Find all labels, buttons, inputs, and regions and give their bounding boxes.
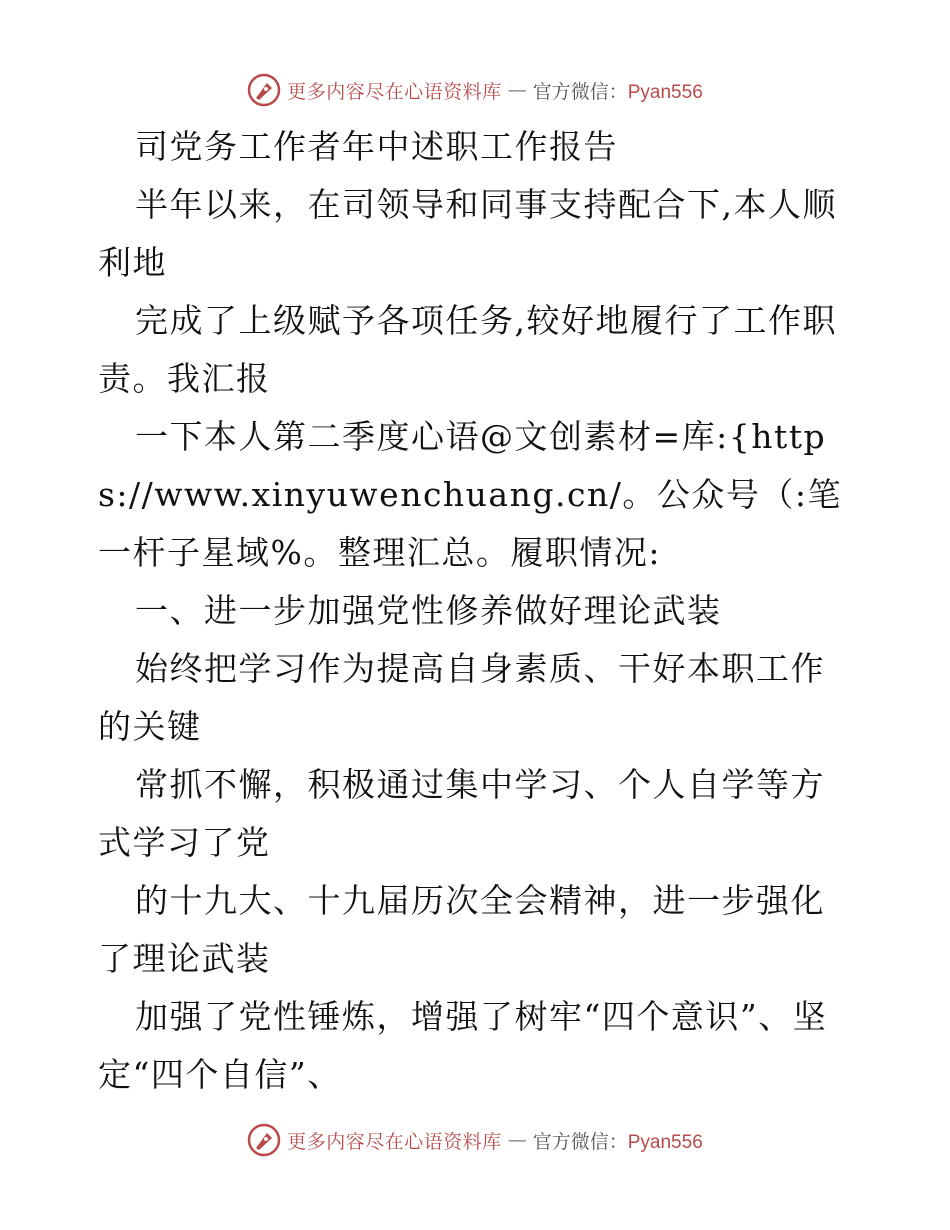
paragraph: 加强了党性锤炼，增强了树牢“四个意识”、坚定“四个自信”、 bbox=[98, 997, 828, 1094]
footer-watermark bbox=[0, 1120, 950, 1160]
paragraph: 始终把学习作为提高自身素质、干好本职工作的关键 bbox=[98, 649, 825, 746]
watermark-wechat-label: 官方微信： bbox=[532, 1130, 628, 1153]
watermark-wechat-id: Pyan556 bbox=[627, 81, 703, 103]
watermark-wechat bbox=[533, 77, 703, 104]
watermark-separator: — bbox=[507, 1129, 527, 1151]
paragraph: 常抓不懈，积极通过集中学习、个人自学等方式学习了党 bbox=[98, 765, 825, 862]
pen-nib-logo-icon bbox=[247, 1123, 281, 1157]
section-heading: 一、进一步加强党性修养做好理论武装 bbox=[135, 591, 722, 630]
paragraph: 一下本人第二季度心语@文创素材=库:{https://www.xinyuwenchuang.cn/。公众号（:笔一杆子星域%。整理汇总。履职情况: bbox=[98, 417, 842, 572]
watermark-wechat bbox=[533, 1127, 703, 1154]
header-watermark bbox=[0, 70, 950, 110]
document-body bbox=[98, 118, 858, 1104]
document-title: 司党务工作者年中述职工作报告 bbox=[135, 127, 618, 166]
paragraph: 完成了上级赋予各项任务,较好地履行了工作职责。我汇报 bbox=[98, 301, 837, 398]
watermark-wechat-label: 官方微信： bbox=[532, 80, 628, 103]
watermark-text: 更多内容尽在心语资料库 bbox=[287, 1130, 502, 1153]
watermark-text: 更多内容尽在心语资料库 bbox=[287, 80, 502, 103]
pen-nib-logo-icon bbox=[247, 73, 281, 107]
watermark-separator: — bbox=[507, 79, 527, 101]
watermark-wechat-id: Pyan556 bbox=[627, 1131, 703, 1153]
paragraph: 的十九大、十九届历次全会精神，进一步强化了理论武装 bbox=[98, 881, 825, 978]
paragraph: 半年以来，在司领导和同事支持配合下,本人顺利地 bbox=[98, 185, 837, 282]
